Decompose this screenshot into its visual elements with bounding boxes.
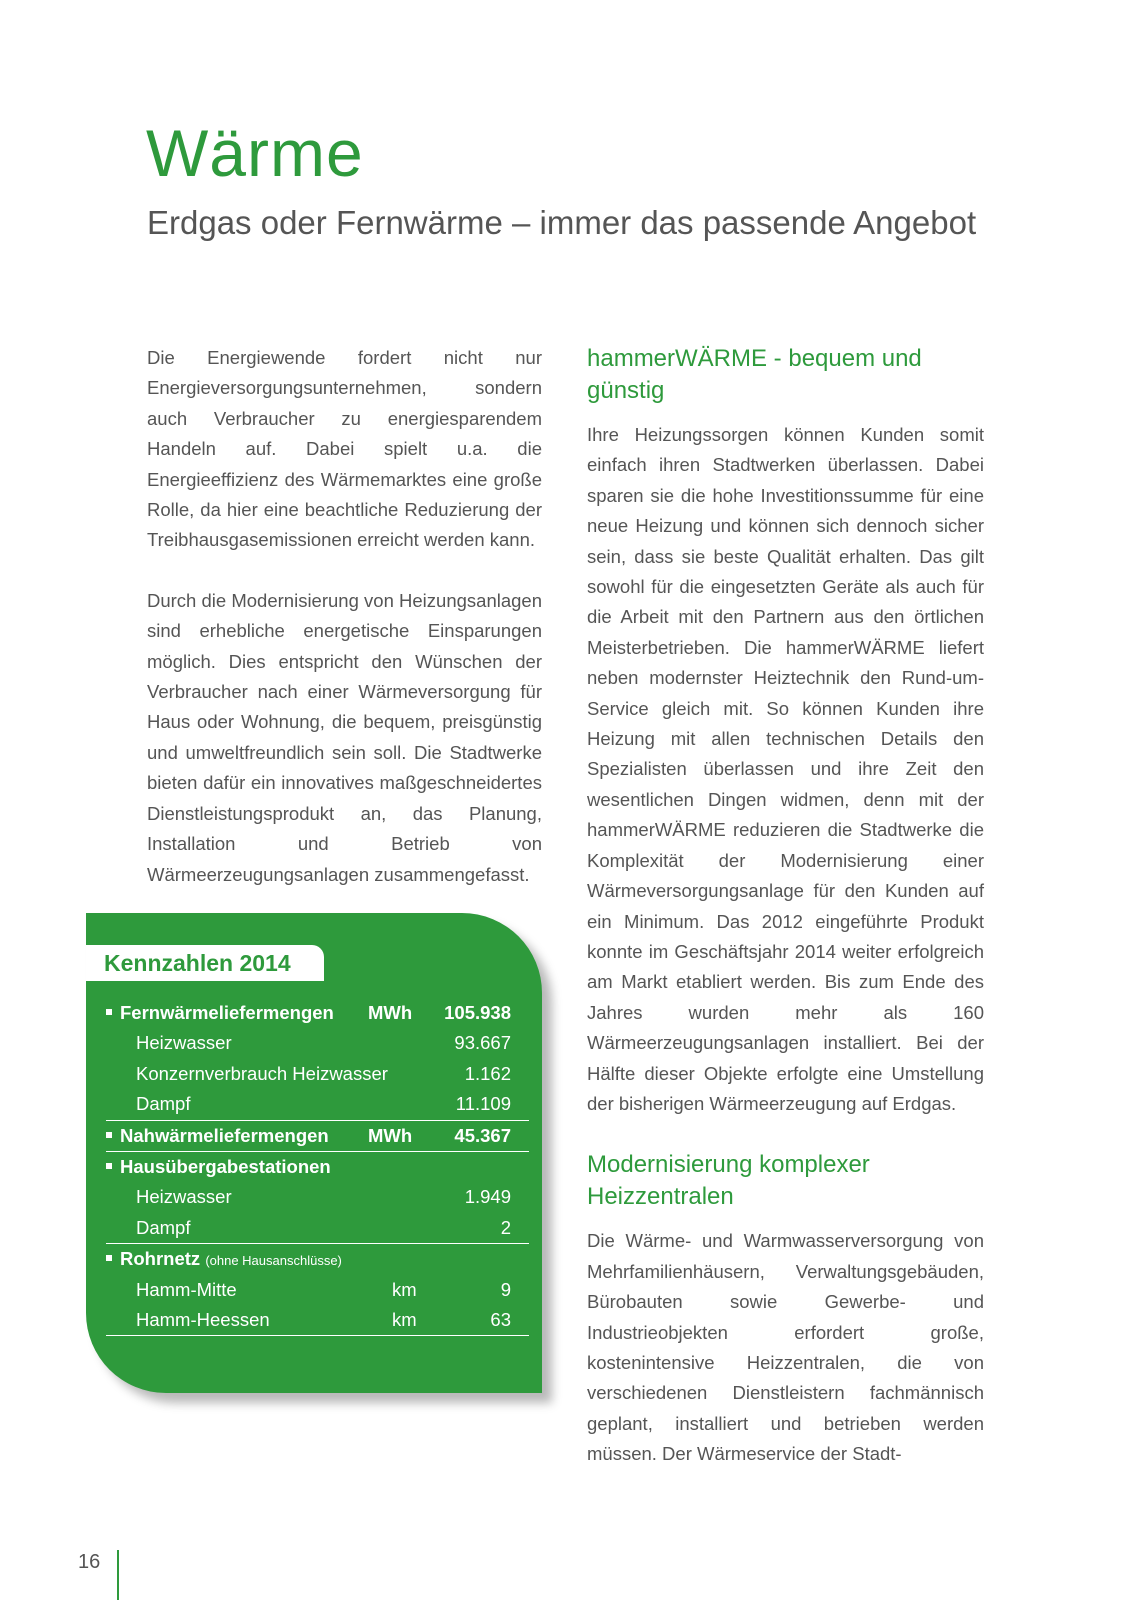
row-label: Nahwärmeliefermengen — [106, 1121, 329, 1151]
row-unit: MWh — [368, 1124, 413, 1146]
row-label: Hamm-Heessen — [136, 1308, 270, 1330]
kennzahlen-row-heizwasser — [106, 1028, 529, 1058]
row-label: Hamm-Mitte — [136, 1278, 237, 1300]
kennzahlen-title: Kennzahlen 2014 — [104, 950, 291, 976]
kennzahlen-row-hamm-mitte — [106, 1275, 529, 1305]
row-unit: km — [392, 1308, 417, 1330]
kennzahlen-table — [106, 998, 529, 1336]
bullet-icon — [106, 1163, 112, 1169]
row-label: Fernwärmeliefermengen — [106, 998, 334, 1028]
right-paragraph-2: Die Wärme- und Warmwasserversorgung von Mehrfamilienhäusern, Verwaltungsgebäuden, Bürobauten sowie Gewerbe- und Industrieobjekten erfordert große, kostenintensive Heizzentralen, die von verschiedenen Dienstleistern fachmännisch geplant, installiert und betrieben werden müssen. Der Wärmeservice der Stadt- — [587, 1230, 984, 1465]
row-unit: MWh — [368, 1002, 413, 1023]
right-paragraph-1: Ihre Heizungssorgen können Kunden somit einfach ihren Stadtwerken überlassen. Dabei sparen sie die hohe Investitionssumme für eine neue Heizung und können sich dennoch sicher sein, dass sie beste Qualität erhalten. Das gilt sowohl für die eingesetzten Geräte als auch für die Arbeit mit den Partnern aus den örtlichen Meisterbetrieben. Die hammerWÄRME liefert neben modernster Heiztechnik den Rund-um-Service gleich mit. So können Kunden ihre Heizung mit allen technischen Details den Spezialisten überlassen und ihre Zeit den wesentlichen Dingen widmen, denn mit der hammerWÄRME reduzieren die Stadtwerke die Komplexität der Modernisierung einer Wärmeversorgungsanlage für den Kunden auf ein Minimum. Das 2012 eingeführte Produkt konnte im Geschäftsjahr 2014 weiter erfolgreich am Markt etabliert werden. Bis zum Ende des Jahres wurden mehr als 160 Wärmeerzeugungsanlagen installiert. Bei der Hälfte dieser Objekte erfolgte eine Umstellung der bisherigen Wärmeerzeugung auf Erdgas. — [587, 424, 984, 1114]
left-column — [147, 343, 542, 890]
kennzahlen-row-dampf-2 — [106, 1213, 529, 1244]
kennzahlen-row-heizwasser-2 — [106, 1182, 529, 1212]
page-subtitle: Erdgas oder Fernwärme – immer das passende Angebot — [147, 204, 977, 241]
page-number: 16 — [78, 1551, 101, 1573]
left-paragraph-2: Durch die Modernisierung von Heizungsanlagen sind erhebliche energetische Einsparungen möglich. Dies entspricht den Wünschen der Verbraucher nach einer Wärmeversorgung für Haus oder Wohnung, die bequem, preisgünstig und umweltfreundlich sein soll. Die Stadtwerke bieten dafür ein innovatives maßgeschneidertes Dienstleistungsprodukt an, das Planung, Installation und Betrieb von Wärmeerzeugungsanlagen zusammengefasst. — [147, 589, 542, 885]
section-heading-hammerwaerme: hammerWÄRME - bequem und günstig — [587, 345, 922, 404]
row-note: (ohne Hausanschlüsse) — [205, 1253, 342, 1269]
kennzahlen-row-nahwaerme — [106, 1121, 529, 1152]
bullet-icon — [106, 1255, 112, 1261]
left-paragraph-1: Die Energiewende fordert nicht nur Energieversorgungsunternehmen, sondern auch Verbraucher zu energiesparendem Handeln auf. Dabei spielt u.a. die Energieeffizienz des Wärmemarktes eine große Rolle, da hier eine beachtliche Reduzierung der Treibhausgasemissionen erreicht werden kann. — [147, 347, 542, 551]
bullet-icon — [106, 1009, 112, 1015]
row-value: 105.938 — [444, 1002, 511, 1023]
row-label: Dampf — [136, 1093, 191, 1115]
row-unit: km — [392, 1278, 417, 1300]
kennzahlen-row-fernwaerme — [106, 998, 529, 1028]
page-title: Wärme — [146, 116, 364, 190]
kennzahlen-row-rohrnetz — [106, 1244, 529, 1274]
row-label: Hausübergabestationen — [106, 1152, 331, 1182]
row-value: 11.109 — [455, 1093, 511, 1115]
row-label: Heizwasser — [136, 1032, 232, 1054]
kennzahlen-row-dampf — [106, 1089, 529, 1120]
row-value: 45.367 — [454, 1124, 511, 1146]
row-value: 2 — [500, 1216, 511, 1238]
row-label: Heizwasser — [136, 1186, 232, 1208]
row-label: Dampf — [136, 1216, 191, 1238]
row-label: Konzernverbrauch Heizwasser — [136, 1062, 388, 1084]
row-value: 1.162 — [464, 1062, 511, 1084]
row-value: 63 — [490, 1308, 511, 1330]
kennzahlen-row-hausuebergabe — [106, 1152, 529, 1182]
row-label: Rohrnetz (ohne Hausanschlüsse) — [106, 1244, 342, 1276]
kennzahlen-row-konzernverbrauch — [106, 1059, 529, 1089]
kennzahlen-row-hamm-heessen — [106, 1305, 529, 1336]
right-column — [587, 343, 984, 1470]
row-value: 1.949 — [464, 1186, 511, 1208]
row-value: 93.667 — [454, 1032, 511, 1054]
row-value: 9 — [500, 1278, 511, 1300]
page-number-divider — [117, 1550, 119, 1600]
bullet-icon — [106, 1132, 112, 1138]
section-heading-heizzentralen: Modernisierung komplexer Heizzentralen — [587, 1151, 870, 1211]
